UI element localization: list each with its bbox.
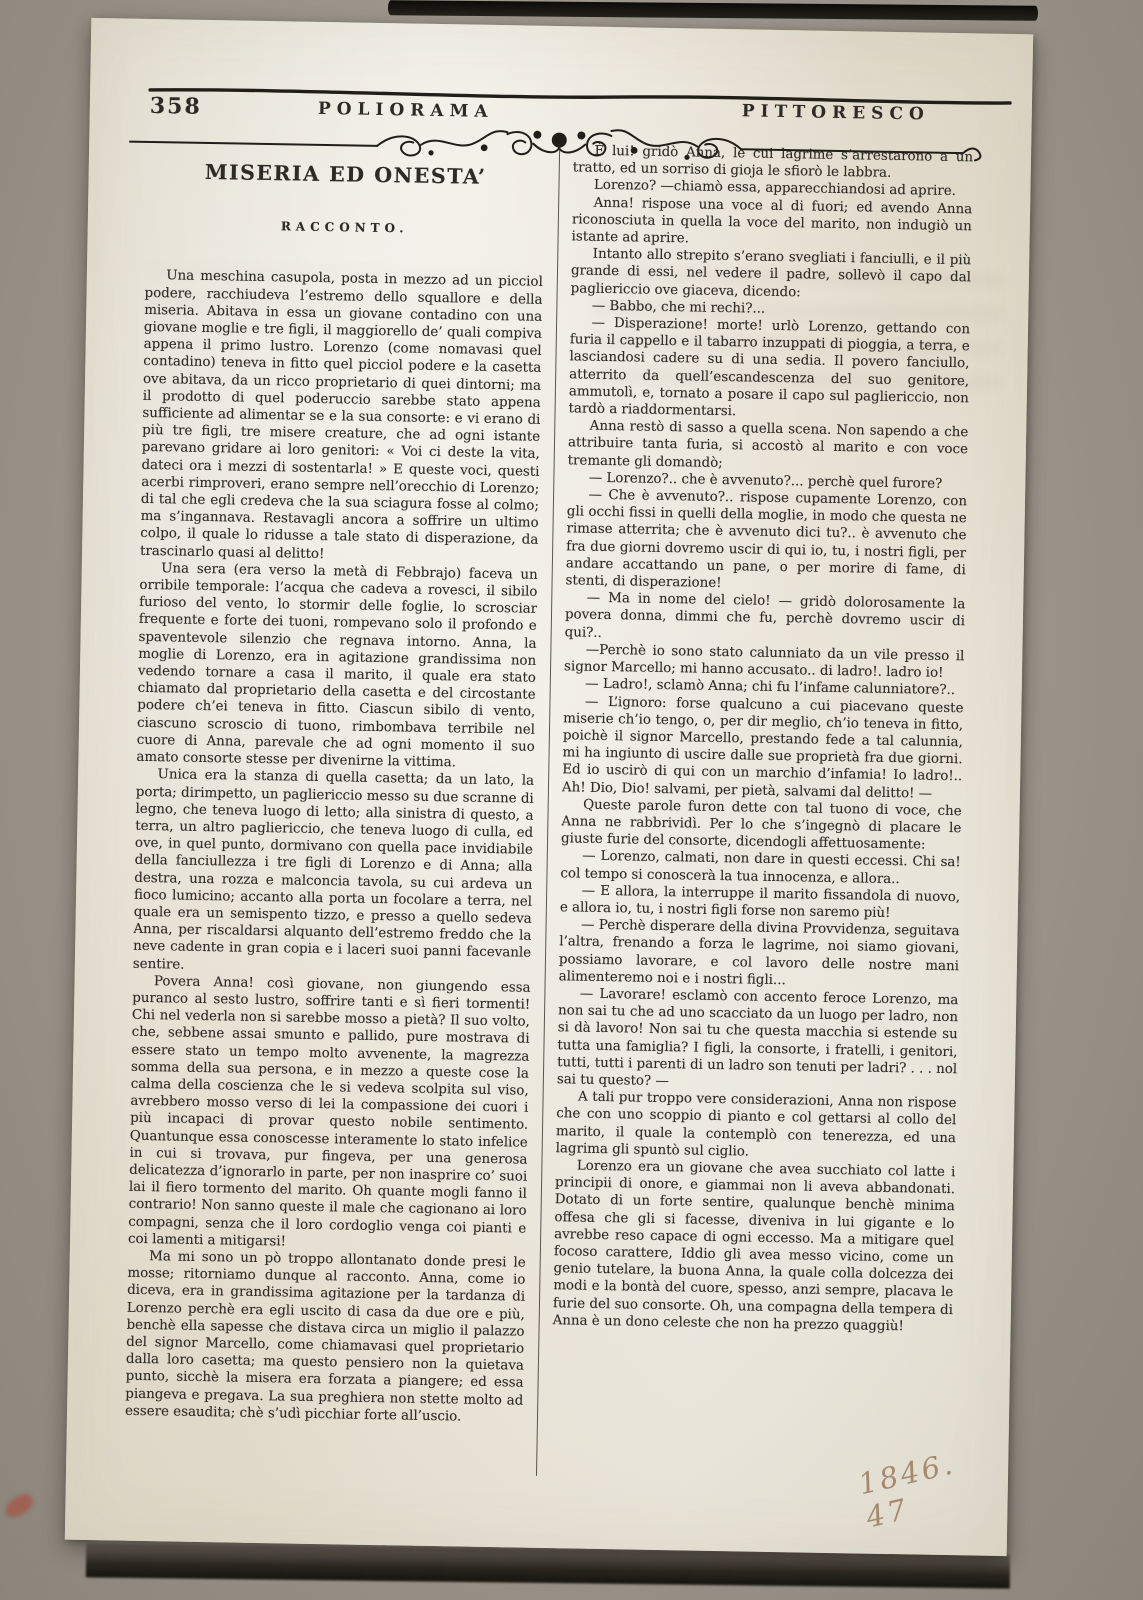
paragraph: Una sera (era verso la metà di Febbrajo) faceva un orribile temporale: l’acqua che cadeva a rovesci, il sibilo furioso del vento, lo stormir delle foglie, lo scrosciar frequente e forte dei tuoni, rompevano solo il profondo e spaventevole silenzio che regnava intorno. Anna, la moglie di Lorenzo, era in agitazione grandissima non vedendo tornare a casa il marito, il quale era stato chiamato dal proprietario della casetta e del circostante podere ch’ei teneva in fitto. Ciascun sibilo di vento, ciascuno scroscio di tuono, rimbombava terribile nel cuore di Anna, parevale che ad ogni momento il suo amato consorte stesse per divenirne la vittima.: [136, 561, 538, 771]
page-sheet: [65, 18, 1033, 1556]
paragraph: — Ma in nome del cielo! — gridò dolorosamente la povera donna, dimmi che fu, perchè dovremo uscir di qui?..: [564, 590, 966, 641]
paragraph: Intanto allo strepito s’erano svegliati i fanciulli, e il più grande di essi, nel vedere il padre, sollevò il capo dal pagliericcio ove giaceva, dicendo:: [570, 246, 972, 300]
paragraph: È lui! gridò Anna, le cui lagrime s’arrestarono a un tratto, ed un sorriso di gioja le sfiorò le labbra.: [572, 143, 974, 182]
right-column: [550, 142, 973, 1485]
handwritten-note: 1846. 47: [855, 1446, 959, 1535]
paragraph: — L’ignoro: forse qualcuno a cui piacevano queste miserie ch’io tengo, o, per dir meglio, ch’io teneva in fitto, poichè il signor Marcello, prestando fede a tal calunnia, mi ha ingiunto di uscire dalle sue proprietà fra due giorni. Ed io uscirò di qui con un marchio d’infamia! Io ladro!.. Ah! Dio, Dio! salvami, per pietà, salvami dal delitto! —: [561, 694, 964, 802]
paragraph: — Babbo, che mi rechi?...: [591, 298, 766, 317]
right-column-text: [553, 142, 974, 1336]
paragraph: — Ladro!, sclamò Anna; chi fu l’infame calunniatore?..: [585, 676, 956, 699]
left-column-text: [125, 267, 543, 1426]
scanned-newspaper-page: [65, 18, 1033, 1556]
paragraph: Ma mi sono un pò troppo allontanato donde presi le mosse; ritorniamo dunque al racconto. Anna, come io diceva, era in grandissima agitazione per la tardanza di Lorenzo perchè era egli uscito di casa da due ore e più, benchè ella sapesse che distava circa un miglio il palazzo del signor Marcello, come chiamavasi quel proprietario dalla loro casetta; ma questo pensiero non la quietava punto, sicchè la misera era forzata a piangere; ed essa piangeva e pregava. La sua preghiera non stette molto ad essere esaudita; chè s’udì picchiar forte all’uscio.: [124, 1249, 526, 1425]
paragraph: Unica era la stanza di quella casetta; da un lato, la porta; dirimpetto, un pagliericcio messo su due scranne di legno, che teneva luogo di letto; alla sinistra di questo, a terra, un altro pagliericcio, che teneva luogo di culla, ed ove, in quel punto, dormivano con quella pace invidiabile della fanciullezza i tre figli di Lorenzo e di Anna; alla destra, una rozza e malconcia tavola, su cui ardeva un fioco lumicino; accanto alla porta un focolare a terra, nel quale era un semispento tizzo, e presso a quello sedeva Anna, per riscaldarsi alquanto dell’estremo freddo che la neve cadente in gran copia e i laceri suoi panni facevanle sentire.: [132, 767, 535, 973]
paragraph: Queste parole furon dette con tal tuono di voce, che Anna ne rabbrividì. Per lo che s’ingegnò di placare le giuste furie del consorte, dicendogli affettuosamente:: [560, 797, 962, 853]
masthead-title-left: POLIORAMA: [317, 98, 494, 122]
paragraph: — Disperazione! morte! urlò Lorenzo, gettando con furia il cappello e il tabarro inzuppati di pioggia, a terra, e lasciandosi cadere su di una sedia. Il povero fanciullo, atterrito da quell’escandescenza del suo genitore, ammutolì, e, tornato a posare il capo sul pagliericcio, non tardò a riaddormentarsi.: [568, 315, 971, 420]
paragraph: Anna! rispose una voce al di fuori; ed avendo Anna riconosciuta in quella la voce del marito, non indugiò un istante ad aprire.: [571, 195, 973, 247]
adjacent-page-edge: [388, 0, 1038, 21]
paragraph: Povera Anna! così giovane, non giungendo essa puranco al sesto lustro, soffrire tanti e sì fieri tormenti! Chi nel vederla non si sarebbe mosso a pietà? Il suo volto, che, sebbene assai smunto e pallido, pure mostrava di essere stato un tempo molto avvenente, la magrezza somma della sua persona, e in mezzo a queste cose la calma della coscienza che le si vedeva scolpita sul viso, avrebbero mosso verso di lei la compassione dei cuori i più incapaci di provar questo nobile sentimento. Quantunque essa conoscesse interamente lo stato infelice in cui si trovava, pur fingeva, per una generosa delicatezza d’ignorarlo in parte, per non inasprire co’ suoi lai il fiero tormento del marito. Oh quante mogli fanno il contrario! Non sanno queste il male che cagionano ai loro compagni, senza che il loro cordoglio venga coi pianti e coi lamenti a mitigarsi!: [127, 973, 531, 1250]
paragraph: — Che è avvenuto?.. rispose cupamente Lorenzo, con gli occhi fissi in quelli della moglie, in modo che questa ne rimase atterrita; che è avvenuto dici tu?.. è avvenuto che fra due giorni dovremo uscir di qui io, tu, i nostri figli, per andare accattando un pane, o per morire di fame, di stenti, di disperazione!: [565, 487, 968, 592]
paragraph: —Perchè io sono stato calunniato da un vile presso il signor Marcello; mi hanno accusato.. di ladro!. ladro io!: [563, 642, 965, 681]
paragraph: A tali pur troppo vere considerazioni, Anna non rispose che con uno scoppio di pianto e col gettarsi al collo del marito, il quale la contemplò con tenerezza, ed una lagrima gli spuntò sul ciglio.: [555, 1089, 957, 1160]
paragraph: Anna restò di sasso a quella scena. Non sapendo a che attribuire tanta furia, si accostò al marito e con voce tremante gli domandò;: [567, 418, 969, 471]
paragraph: Una meschina casupola, posta in mezzo ad un picciol podere, racchiudeva l’estremo dello squallore e della miseria. Abitava in essa un giovane contadino con una giovane moglie e tre figli, il maggiorello de’ quali compiva appena il primo lustro. Lorenzo (come nomavasi quel contadino) teneva in fitto quel picciol podere e la casetta ove abitava, da un ricco proprietario di quei dintorni; ma il prodotto di quel poderuccio sarebbe stato appena sufficiente ad alimentar se e la sua consorte: e vi erano di più tre figli, tre misere creature, che ad ogni istante parevano gridare ai loro genitori: « Voi ci deste la vita, dateci ora i mezzi di sostentarla! » E queste voci, questi acerbi rimproveri, erano sempre nell’orecchio di Lorenzo; di tal che egli credeva che la sua sciagura fosse al colmo; ma s’ingannava. Restavagli ancora a soffrire un ultimo colpo, il quale lo ridusse a tale stato di disperazione, da trascinarlo quasi al delitto!: [139, 268, 543, 562]
article-subtitle: RACCONTO.: [280, 219, 409, 236]
left-column: [124, 147, 545, 1476]
paragraph: Lorenzo? —chiamò essa, apparecchiandosi ad aprire.: [593, 178, 957, 200]
paragraph: — Lorenzo, calmati, non dare in questi eccessi. Chi sa! col tempo si conoscerà la tua innocenza, e allora..: [560, 848, 961, 887]
paragraph: — Lavorare! esclamò con accento feroce Lorenzo, ma non sai tu che ad uno scacciato da un luogo per ladro, non si dà lavoro! Non sai tu che questa macchia si estende su tutta una famiglia? I figli, la consorte, i fratelli, i genitori, tutti, tutti i parenti di un ladro son tenuti per ladri? . . . nol sai tu questo? —: [556, 986, 959, 1090]
article-title: MISERIA ED ONESTA’: [204, 159, 487, 189]
red-smudge-mark: [2, 1491, 37, 1521]
paragraph: — Lorenzo?.. che è avvenuto?... perchè quel furore?: [588, 470, 943, 492]
masthead-title-right: PITTORESCO: [741, 101, 930, 125]
paragraph: — Perchè disperare della divina Provvidenza, seguitava l’altra, frenando a forza le lagrime, noi siamo giovani, possiamo lavorare, e col lavoro delle nostre mani alimenteremo noi e i nostri figli...: [558, 917, 960, 988]
paragraph: — E allora, la interruppe il marito fissandola di nuovo, e allora io, tu, i nostri figli forse non saremo più!: [559, 883, 961, 921]
page-number: 358: [149, 92, 202, 120]
paragraph: Lorenzo era un giovane che avea succhiato col latte i principii di onore, e giammai non li aveva abbandonati. Dotato di un forte sentire, qualunque benchè minima offesa che gli si facesse, diveniva in lui gigante e lo avrebbe reso capace di ogni eccesso. Ma a mitigare quel focoso carattere, Iddio gli avea messo vicino, come un genio tutelare, la buona Anna, la quale colla dolcezza dei modi e la bontà del cuore, spesso, anzi sempre, placava le furie del suo consorte. Oh, una compagna della tempera di Anna è un dono celeste che non ha prezzo quaggiù!: [552, 1158, 956, 1335]
